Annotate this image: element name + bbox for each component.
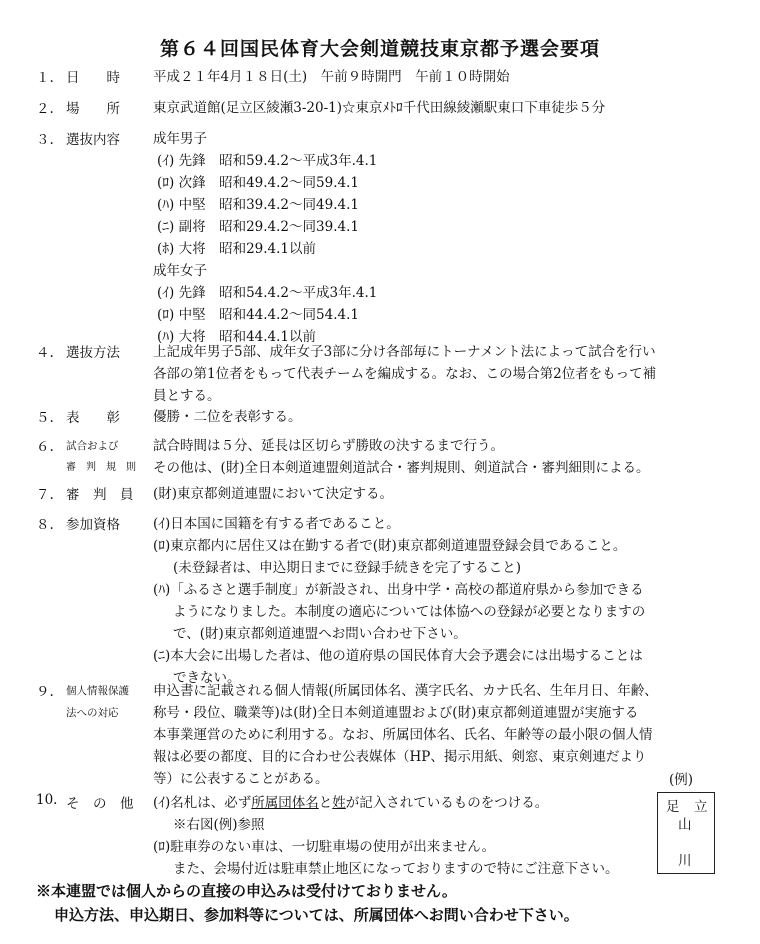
underlined-text: 姓	[332, 795, 346, 811]
item-label: 日 時	[66, 70, 120, 86]
position-line: (ｲ) 先鋒 昭和59.4.2～平成3年.4.1	[157, 153, 378, 169]
item-text: (ﾛ)駐車券のない車は、一切駐車場の使用が出来ません。	[153, 839, 496, 855]
document-title: 第６４回国民体育大会剣道競技東京都予選会要項	[159, 38, 600, 60]
category-women: 成年女子	[153, 263, 207, 279]
item-number: ８.	[36, 517, 54, 533]
item-text: (財)東京都剣道連盟において決定する。	[153, 486, 394, 502]
item-number: ５.	[36, 410, 54, 426]
name-tag-example	[657, 792, 715, 874]
item-text: (ｲ)日本国に国籍を有する者であること。	[153, 516, 400, 532]
item-text: で、(財)東京都剣道連盟へお問い合わせ下さい。	[173, 626, 467, 642]
notice-line: 申込方法、申込期日、参加料等については、所属団体へお問い合わせ下さい。	[54, 906, 579, 924]
example-label: (例)	[669, 772, 694, 788]
item-label: 個人情報保護	[66, 685, 129, 697]
item-number: ９.	[36, 684, 54, 700]
item-text: 東京武道館(足立区綾瀬3-20-1)☆東京ﾒﾄﾛ千代田線綾瀬駅東口下車徒歩５分	[153, 100, 606, 116]
item-label: 審 判 規 則	[66, 462, 136, 473]
item-number: ７.	[36, 487, 54, 503]
item-text: また、会場付近は駐車禁止地区になっておりますので特にご注意下さい。	[173, 861, 619, 877]
item-text: (ﾛ)東京都内に居住又は在勤する者で(財)東京都剣道連盟登録会員であること。	[153, 538, 627, 554]
position-line: (ﾊ) 大将 昭和44.4.1以前	[157, 329, 317, 345]
item-text: その他は、(財)全日本剣道連盟剣道試合・審判規則、剣道試合・審判細則による。	[153, 460, 650, 476]
position-line: (ﾛ) 中堅 昭和44.4.2～同54.4.1	[157, 307, 359, 323]
item-text: 本事業運営のために利用する。なお、所属団体名、氏名、年齢等の最小限の個人情	[153, 727, 653, 743]
item-text: 等）に公表することがある。	[153, 771, 329, 787]
item-number: ３.	[36, 132, 54, 148]
item-text: (ｲ)名札は、必ず所属団体名と姓が記入されているものをつける。	[153, 795, 549, 811]
position-line: (ﾆ) 副将 昭和29.4.2～同39.4.1	[157, 219, 359, 235]
item-number: ２.	[36, 101, 54, 117]
item-text: 上記成年男子5部、成年女子3部に分け各部毎にトーナメント法によって試合を行い	[153, 344, 656, 360]
item-label: 試合および	[66, 440, 119, 452]
item-text: (ﾊ)「ふるさと選手制度」が新設され、出身中学・高校の都道府県から参加できる	[153, 582, 644, 598]
item-text: 平成２１年4月１８日(土) 午前９時開門 午前１０時開始	[153, 69, 510, 85]
item-number: ６.	[36, 439, 54, 455]
notice-line: ※本連盟では個人からの直接の申込みは受付けておりません。	[36, 882, 457, 900]
item-text: 各部の第1位者をもって代表チームを編成する。なお、この場合第2位者をもって補	[153, 366, 657, 382]
position-line: (ｲ) 先鋒 昭和54.4.2～平成3年.4.1	[157, 285, 378, 301]
item-label: 法への対応	[66, 707, 119, 719]
item-text: (ﾆ)本大会に出場した者は、他の道府県の国民体育大会予選会には出場することは	[153, 648, 643, 664]
item-text: 称号・段位、職業等)は(財)全日本剣道連盟および(財)東京都剣道連盟が実施する	[153, 705, 639, 721]
position-line: (ﾊ) 中堅 昭和39.4.2～同49.4.1	[157, 197, 359, 213]
item-label: そ の 他	[66, 796, 134, 812]
name-tag-char: 山	[678, 817, 692, 833]
item-number: １.	[36, 70, 54, 86]
underlined-text: 所属団体名	[251, 795, 319, 811]
item-label: 選抜内容	[66, 132, 120, 148]
item-label: 表 彰	[66, 410, 120, 426]
item-text: できない。	[173, 670, 241, 686]
item-label: 選抜方法	[66, 345, 120, 361]
item-number: 10.	[36, 792, 58, 808]
item-label: 審 判 員	[66, 487, 134, 503]
item-label: 参加資格	[66, 517, 120, 533]
item-text: 員とする。	[153, 388, 221, 404]
item-text: 報は必要の都度、目的に合わせ公表媒体（HP、掲示用紙、剣窓、東京剣連だより	[153, 749, 647, 765]
name-tag-char: 川	[678, 853, 692, 869]
item-text: 申込書に記載される個人情報(所属団体名、漢字氏名、カナ氏名、生年月日、年齢、	[153, 683, 658, 699]
position-line: (ﾎ) 大将 昭和29.4.1以前	[157, 241, 317, 257]
position-line: (ﾛ) 次鋒 昭和49.4.2～同59.4.1	[157, 175, 359, 191]
item-text: ようになりました。本制度の適応については体協への登録が必要となりますの	[173, 604, 646, 620]
item-text: (未登録者は、申込期日までに登録手続きを完了すること)	[173, 560, 522, 576]
item-text: 試合時間は５分、延長は区切らず勝敗の決するまで行う。	[153, 438, 504, 454]
name-tag-char: 足	[666, 799, 680, 815]
item-number: ４.	[36, 345, 54, 361]
item-text: ※右図(例)参照	[173, 817, 265, 833]
item-label: 場 所	[66, 101, 120, 117]
item-text: 優勝・二位を表彰する。	[153, 409, 302, 425]
name-tag-char: 立	[694, 799, 708, 815]
category-men: 成年男子	[153, 131, 207, 147]
